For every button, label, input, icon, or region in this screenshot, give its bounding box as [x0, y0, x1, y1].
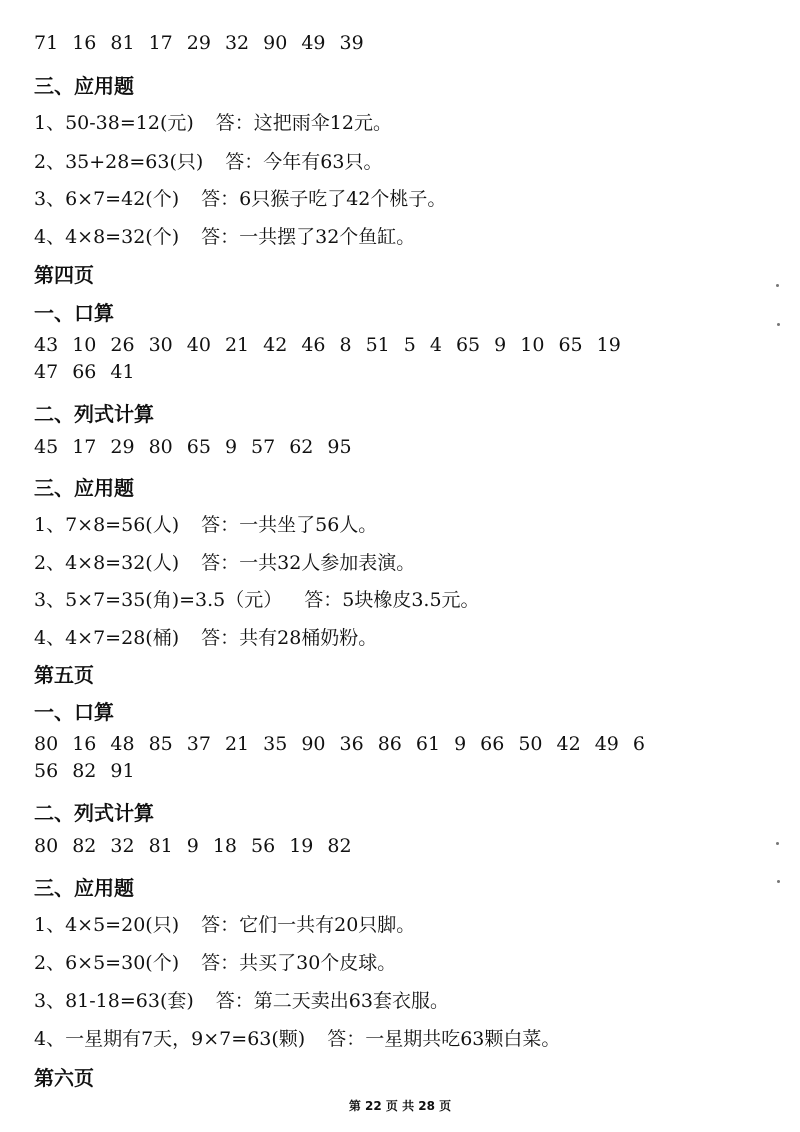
scan-speck [776, 842, 779, 845]
number-value: 91 [110, 760, 135, 782]
number-value: 9 [186, 835, 199, 857]
number-value: 46 [301, 334, 326, 356]
number-value: 30 [148, 334, 173, 356]
number-value: 56 [251, 835, 276, 857]
number-value: 26 [110, 334, 135, 356]
equation: 2、6×5=30(个) [34, 952, 180, 974]
answer-text: 答：它们一共有20只脚。 [201, 914, 416, 936]
number-value: 19 [289, 835, 314, 857]
equation: 1、4×5=20(只) [34, 914, 180, 936]
number-value: 85 [148, 733, 173, 755]
equation: 3、6×7=42(个) [34, 188, 180, 210]
number-value: 6 [632, 733, 645, 755]
number-row [34, 436, 366, 458]
number-value: 65 [186, 436, 211, 458]
number-value: 80 [148, 436, 173, 458]
answer-text: 答：一共32人参加表演。 [201, 552, 416, 574]
number-value: 5 [403, 334, 416, 356]
number-value: 39 [339, 32, 364, 54]
number-value: 81 [148, 835, 173, 857]
number-value: 37 [186, 733, 211, 755]
number-value: 21 [224, 334, 250, 356]
answer-text: 答：共有28桶奶粉。 [201, 627, 378, 649]
word-problem-answer [34, 147, 382, 174]
number-value: 71 [34, 32, 59, 54]
number-value: 82 [72, 835, 97, 857]
number-value: 82 [72, 760, 97, 782]
page-footer: 第 22 页 共 28 页 [348, 1099, 452, 1113]
number-value: 32 [110, 835, 135, 857]
number-value: 45 [34, 436, 59, 458]
number-value: 66 [72, 361, 97, 383]
equation: 3、5×7=35(角)=3.5（元） [34, 589, 283, 611]
number-value: 40 [186, 334, 211, 356]
word-problem-answer [34, 585, 480, 612]
section-heading: 第六页 [34, 1066, 94, 1090]
number-value: 17 [72, 436, 97, 458]
section-heading: 第四页 [34, 263, 94, 287]
number-value: 42 [263, 334, 288, 356]
number-value: 36 [339, 733, 364, 755]
number-value: 29 [186, 32, 211, 54]
word-problem-answer [34, 1024, 560, 1051]
number-value: 80 [34, 733, 59, 755]
scan-speck [777, 323, 780, 326]
number-value: 4 [429, 334, 442, 356]
equation: 2、35+28=63(只) [34, 151, 204, 173]
number-value: 95 [327, 436, 352, 458]
number-value: 66 [480, 733, 505, 755]
equation: 4、4×8=32(个) [34, 226, 180, 248]
answer-text: 答：一共摆了32个鱼缸。 [201, 226, 416, 248]
section-heading: 第五页 [34, 663, 94, 687]
number-value: 65 [558, 334, 583, 356]
number-row [34, 32, 378, 54]
word-problem-answer [34, 623, 377, 650]
word-problem-answer [34, 948, 396, 975]
scan-speck [776, 284, 779, 287]
answer-text: 答：一共坐了56人。 [201, 514, 378, 536]
number-value: 81 [110, 32, 135, 54]
number-value: 43 [34, 334, 59, 356]
number-row [34, 835, 366, 857]
equation: 4、4×7=28(桶) [34, 627, 180, 649]
number-value: 19 [596, 334, 621, 356]
number-value: 49 [594, 733, 619, 755]
section-heading: 三、应用题 [34, 476, 134, 500]
number-value: 8 [339, 334, 352, 356]
word-problem-answer [34, 910, 415, 937]
equation: 1、7×8=56(人) [34, 514, 180, 536]
number-value: 48 [110, 733, 135, 755]
number-value: 16 [72, 733, 97, 755]
number-value: 29 [110, 436, 135, 458]
number-value: 51 [365, 334, 390, 356]
number-row [34, 760, 149, 782]
number-value: 57 [251, 436, 276, 458]
answer-text: 答：第二天卖出63套衣服。 [215, 990, 449, 1012]
number-value: 61 [415, 733, 441, 755]
equation: 4、一星期有7天，9×7=63(颗) [34, 1028, 306, 1050]
section-heading: 三、应用题 [34, 876, 134, 900]
number-value: 42 [556, 733, 581, 755]
answer-text: 答：一星期共吃63颗白菜。 [327, 1028, 561, 1050]
number-value: 56 [34, 760, 59, 782]
number-value: 17 [148, 32, 173, 54]
number-value: 9 [454, 733, 467, 755]
number-row [34, 334, 635, 356]
number-value: 35 [263, 733, 288, 755]
number-value: 82 [327, 835, 352, 857]
number-row [34, 361, 149, 383]
answer-text: 答：今年有63只。 [225, 151, 383, 173]
equation: 1、50-38=12(元) [34, 112, 194, 134]
number-value: 62 [289, 436, 314, 458]
number-value: 9 [224, 436, 238, 458]
number-value: 86 [377, 733, 402, 755]
number-value: 90 [263, 32, 288, 54]
number-value: 80 [34, 835, 59, 857]
number-value: 50 [518, 733, 543, 755]
word-problem-answer [34, 986, 449, 1013]
answer-text: 答：共买了30个皮球。 [201, 952, 397, 974]
equation: 2、4×8=32(人) [34, 552, 180, 574]
section-heading: 二、列式计算 [34, 402, 154, 426]
answer-text: 答：这把雨伞12元。 [215, 112, 392, 134]
number-value: 41 [110, 361, 135, 383]
answer-text: 答：6只猴子吃了42个桃子。 [201, 188, 447, 210]
number-value: 47 [34, 361, 59, 383]
number-value: 10 [520, 334, 545, 356]
number-value: 32 [224, 32, 250, 54]
word-problem-answer [34, 548, 415, 575]
number-row [34, 733, 659, 755]
word-problem-answer [34, 108, 392, 135]
number-value: 49 [301, 32, 326, 54]
section-heading: 三、应用题 [34, 74, 134, 98]
equation: 3、81-18=63(套) [34, 990, 194, 1012]
number-value: 9 [494, 334, 507, 356]
word-problem-answer [34, 184, 446, 211]
word-problem-answer [34, 222, 415, 249]
answer-text: 答：5块橡皮3.5元。 [304, 589, 480, 611]
number-value: 65 [455, 334, 481, 356]
number-value: 18 [212, 835, 238, 857]
number-value: 10 [72, 334, 97, 356]
word-problem-answer [34, 510, 377, 537]
number-value: 16 [72, 32, 97, 54]
section-heading: 一、口算 [34, 301, 114, 325]
number-value: 21 [224, 733, 250, 755]
number-value: 90 [301, 733, 326, 755]
section-heading: 一、口算 [34, 700, 114, 724]
section-heading: 二、列式计算 [34, 801, 154, 825]
scan-speck [777, 880, 780, 883]
